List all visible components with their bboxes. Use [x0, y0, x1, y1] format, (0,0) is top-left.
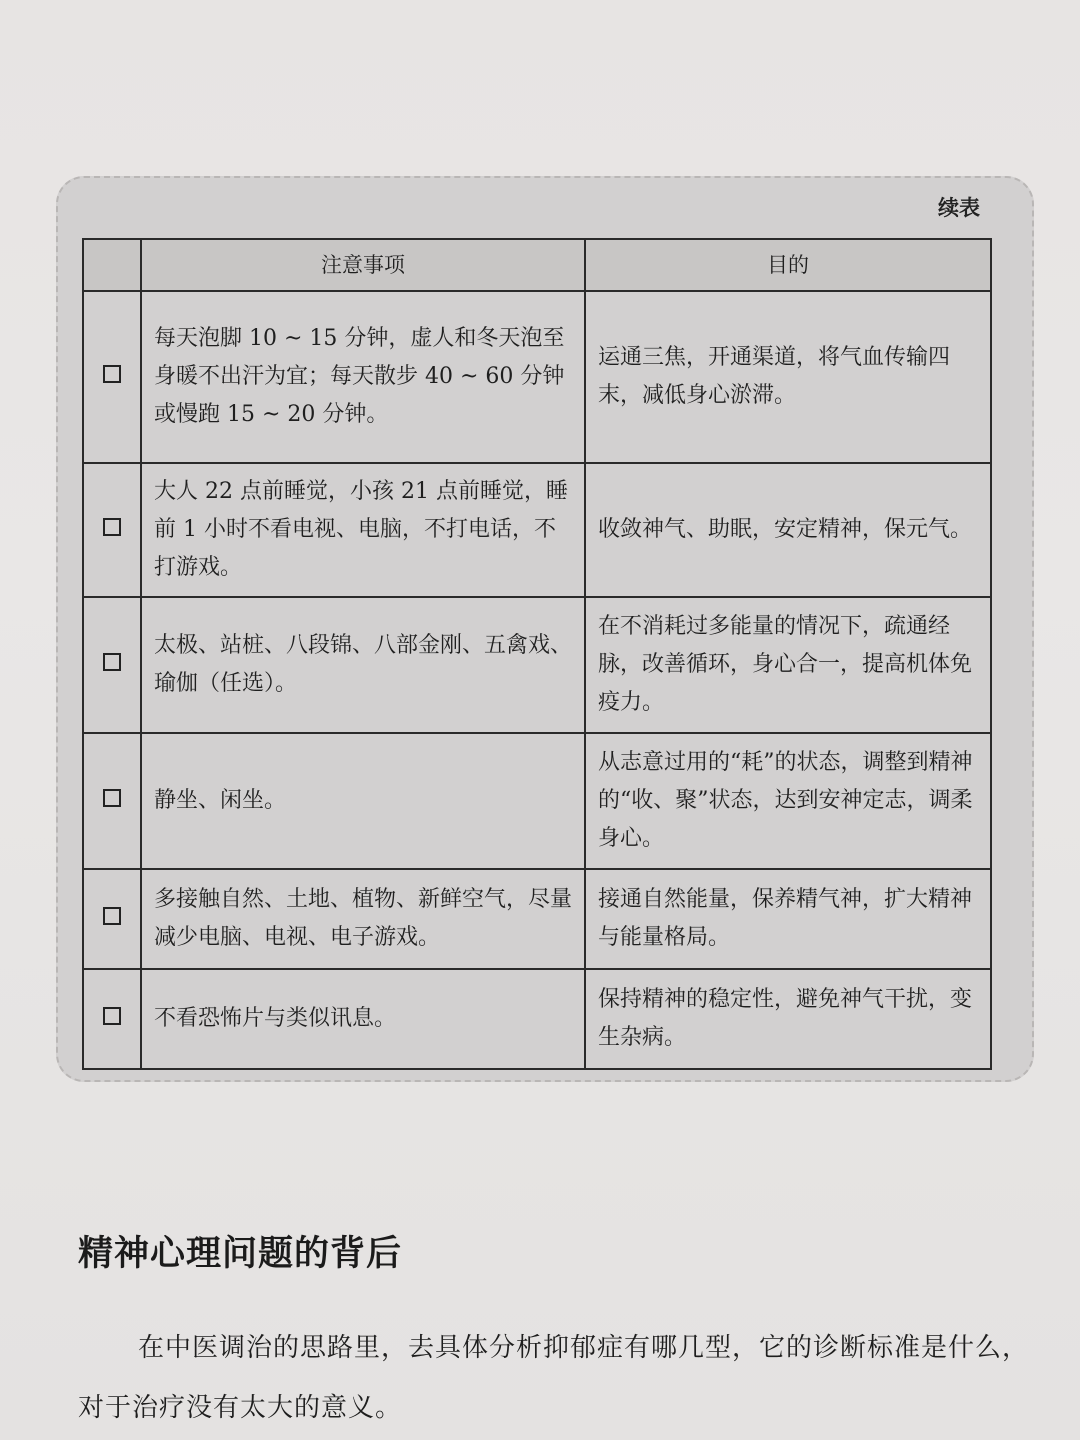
table-row	[83, 869, 991, 969]
table-row	[83, 463, 991, 597]
header-purpose: 目的	[585, 239, 991, 291]
notes-cell: 静坐、闲坐。	[141, 733, 585, 869]
purpose-cell: 从志意过用的“耗”的状态，调整到精神的“收、聚”状态，达到安神定志，调柔身心。	[585, 733, 991, 869]
checkbox-cell[interactable]	[83, 733, 141, 869]
care-checklist-table	[82, 238, 992, 1070]
table-row	[83, 597, 991, 733]
checkbox-icon[interactable]	[103, 653, 121, 671]
purpose-cell: 接通自然能量，保养精气神，扩大精神与能量格局。	[585, 869, 991, 969]
purpose-cell: 保持精神的稳定性，避免神气干扰，变生杂病。	[585, 969, 991, 1069]
notes-cell: 每天泡脚 10 ~ 15 分钟，虚人和冬天泡至身暖不出汗为宜；每天散步 40 ~ 60 分钟或慢跑 15 ~ 20 分钟。	[141, 291, 585, 463]
checkbox-cell[interactable]	[83, 597, 141, 733]
checkbox-icon[interactable]	[103, 907, 121, 925]
table-row	[83, 291, 991, 463]
checkbox-icon[interactable]	[103, 365, 121, 383]
notes-cell: 不看恐怖片与类似讯息。	[141, 969, 585, 1069]
checkbox-cell[interactable]	[83, 291, 141, 463]
checkbox-icon[interactable]	[103, 1007, 121, 1025]
continued-label: 续表	[938, 196, 980, 220]
table-row	[83, 733, 991, 869]
checkbox-cell[interactable]	[83, 463, 141, 597]
checkbox-cell[interactable]	[83, 869, 141, 969]
purpose-cell: 收敛神气、助眠，安定精神，保元气。	[585, 463, 991, 597]
notes-cell: 多接触自然、土地、植物、新鲜空气，尽量减少电脑、电视、电子游戏。	[141, 869, 585, 969]
notes-cell: 大人 22 点前睡觉，小孩 21 点前睡觉，睡前 1 小时不看电视、电脑，不打电话，不打游戏。	[141, 463, 585, 597]
table-row	[83, 969, 991, 1069]
header-checkbox	[83, 239, 141, 291]
header-notes: 注意事项	[141, 239, 585, 291]
table-header-row	[83, 239, 991, 291]
purpose-cell: 在不消耗过多能量的情况下，疏通经脉，改善循环，身心合一，提高机体免疫力。	[585, 597, 991, 733]
section-heading: 精神心理问题的背后	[78, 1234, 403, 1274]
checkbox-icon[interactable]	[103, 518, 121, 536]
body-paragraph: 在中医调治的思路里，去具体分析抑郁症有哪几型，它的诊断标准是什么，对于治疗没有太大的意义。	[78, 1333, 1030, 1423]
table-panel	[56, 176, 1034, 1082]
purpose-cell: 运通三焦，开通渠道，将气血传输四末，减低身心淤滞。	[585, 291, 991, 463]
notes-cell: 太极、站桩、八段锦、八部金刚、五禽戏、瑜伽（任选）。	[141, 597, 585, 733]
checkbox-cell[interactable]	[83, 969, 141, 1069]
checkbox-icon[interactable]	[103, 789, 121, 807]
